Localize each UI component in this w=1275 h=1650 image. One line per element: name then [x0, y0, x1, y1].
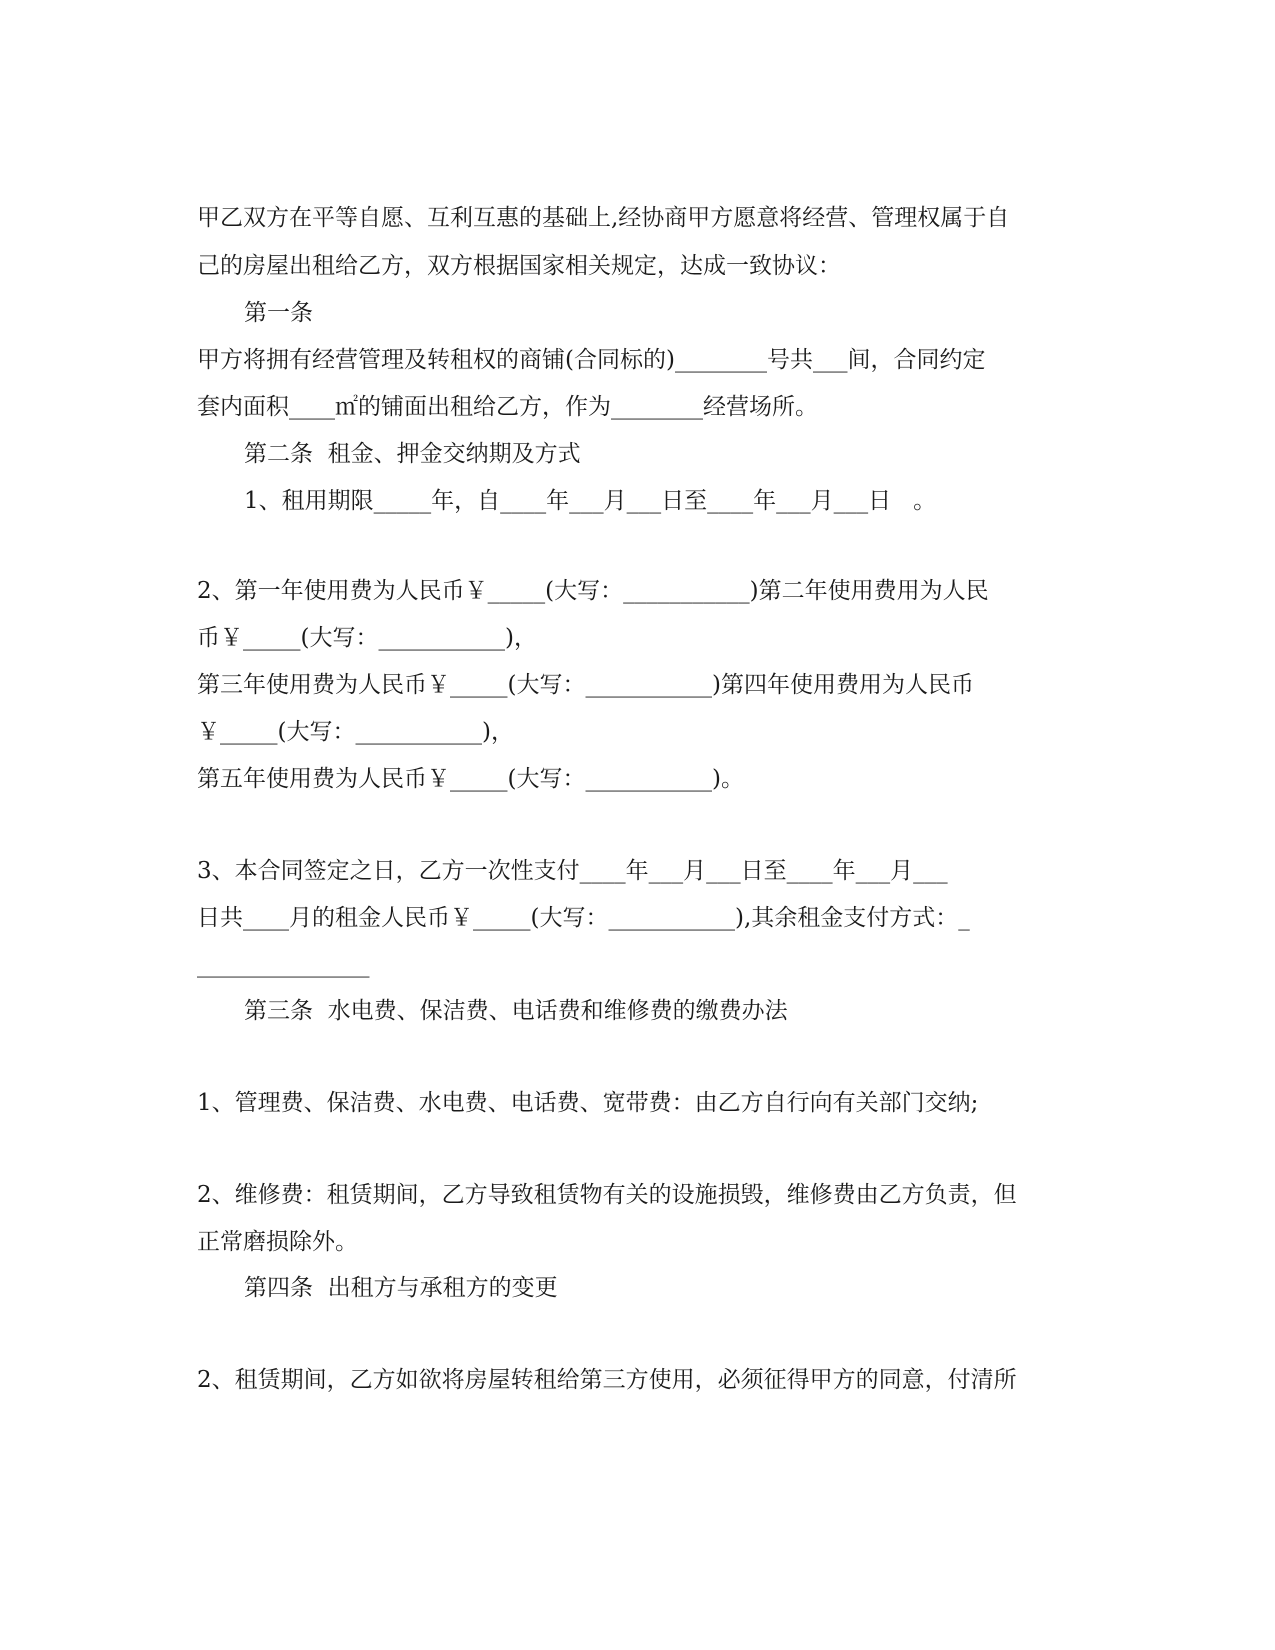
article-2-item-2-line-3: 第三年使用费为人民币￥_____(大写：___________)第四年使用费用为人民币	[197, 672, 974, 698]
intro-line-1: 甲乙双方在平等自愿、互利互惠的基础上,经协商甲方愿意将经营、管理权属于自	[197, 205, 1010, 231]
article-1-heading: 第一条	[244, 300, 313, 326]
article-2-item-3-line-2: 日共____月的租金人民币￥_____(大写：___________),其余租金支付方式：_	[197, 905, 970, 931]
article-2-item-2-line-4: ￥_____(大写：___________)，	[197, 719, 514, 745]
article-4-item-2-line-1: 2、租赁期间，乙方如欲将房屋转租给第三方使用，必须征得甲方的同意，付清所	[197, 1367, 1017, 1393]
article-2-item-3-line-1: 3、本合同签定之日，乙方一次性支付____年___月___日至____年___月___	[197, 858, 948, 884]
article-2-heading: 第二条 租金、押金交纳期及方式	[244, 441, 581, 467]
article-2-item-2-line-1: 2、第一年使用费为人民币￥_____(大写：___________)第二年使用费用为人民	[197, 578, 989, 604]
article-3-item-1: 1、管理费、保洁费、水电费、电话费、宽带费：由乙方自行向有关部门交纳;	[197, 1090, 979, 1116]
article-1-line-2: 套内面积____㎡的铺面出租给乙方，作为________经营场所。	[197, 394, 818, 420]
article-2-item-2-line-5: 第五年使用费为人民币￥_____(大写：___________)。	[197, 766, 744, 792]
intro-line-2: 己的房屋出租给乙方，双方根据国家相关规定，达成一致协议：	[197, 253, 841, 279]
article-3-heading: 第三条 水电费、保洁费、电话费和维修费的缴费办法	[244, 998, 788, 1024]
article-2-item-3-line-3: _______________	[197, 952, 370, 978]
article-2-item-2-line-2: 币￥_____(大写：___________)，	[197, 625, 537, 651]
article-3-item-2-line-1: 2、维修费：租赁期间，乙方导致租赁物有关的设施损毁，维修费由乙方负责，但	[197, 1182, 1017, 1208]
article-1-line-1: 甲方将拥有经营管理及转租权的商铺(合同标的)________号共___间，合同约定	[197, 347, 986, 373]
article-4-heading: 第四条 出租方与承租方的变更	[244, 1275, 558, 1301]
article-2-item-1: 1、租用期限_____年，自____年___月___日至____年___月___日 。	[244, 488, 937, 514]
article-3-item-2-line-2: 正常磨损除外。	[197, 1229, 358, 1255]
